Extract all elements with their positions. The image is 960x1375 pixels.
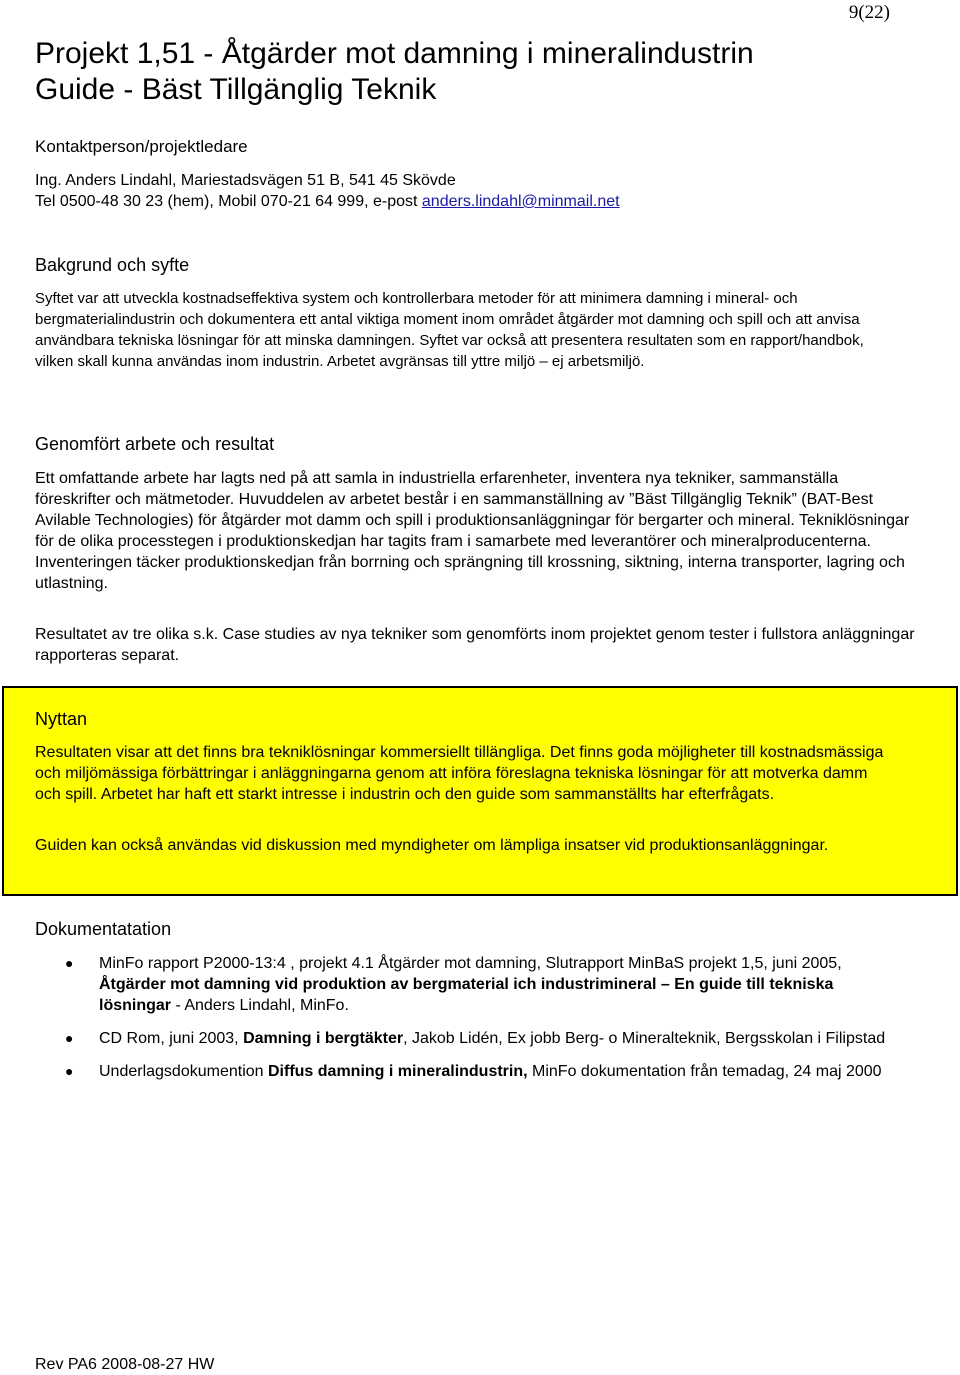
footer-revision: Rev PA6 2008-08-27 HW — [35, 1356, 215, 1373]
contact-heading: Kontaktperson/projektledare — [35, 137, 248, 156]
contact-phone-line — [35, 191, 620, 212]
bullet-icon: ● — [65, 955, 74, 971]
doc-item-text: Underlagsdokumention — [99, 1063, 268, 1080]
genomfort-paragraph-2: Resultatet av tre olika s.k. Case studies av nya tekniker som genomförts inom projektet genom tester i fullstora anläggningar rapporteras separat. — [35, 626, 915, 664]
doc-item-author: - Anders Lindahl, MinFo. — [171, 997, 349, 1014]
title-line-2: Guide - Bäst Tillgänglig Teknik — [35, 73, 437, 106]
nyttan-paragraph-1: Resultaten visar att det finns bra tekniklösningar kommersiellt tillängliga. Det finns goda möjligheter till kostnadsmässiga och miljömässiga förbättringar i anläggningarna genom att införa föreslagna tekniska lösningar för att motverka damm och spill. Arbetet har haft ett starkt intresse i industrin och den guide som sammanställts har efterfrågats. — [35, 744, 884, 803]
doc-item-author: , Jakob Lidén, Ex jobb Berg- o Mineralteknik, Bergsskolan i Filipstad — [403, 1030, 886, 1047]
list-item — [35, 953, 905, 1016]
doc-item-title: Damning i bergtäkter — [243, 1030, 404, 1047]
section-heading-dokumentation: Dokumentatation — [35, 919, 172, 939]
contact-phone: Tel 0500-48 30 23 (hem), Mobil 070-21 64 999, e-post — [35, 193, 422, 210]
bullet-icon: ● — [65, 1063, 74, 1079]
bullet-icon: ● — [65, 1030, 74, 1046]
section-heading-nyttan: Nyttan — [35, 709, 88, 729]
nyttan-highlight-box — [2, 686, 958, 896]
title-line-1: Projekt 1,51 - Åtgärder mot damning i mineralindustrin — [35, 37, 754, 70]
doc-item-title: Åtgärder mot damning vid produktion av bergmaterial ich industrimineral – En guide till tekniska lösningar — [99, 976, 834, 1014]
page-number: 9(22) — [848, 2, 890, 23]
doc-item-author: MinFo dokumentation från temadag, 24 maj 2000 — [527, 1063, 882, 1080]
genomfort-paragraph-1: Ett omfattande arbete har lagts ned på att samla in industriella erfarenheter, inventera nya tekniker, sammanställa föreskrifter och mätmetoder. Huvuddelen av arbetet består i en sammanställning av ”Bäst Tillgänglig Teknik” (BAT-Best Avilable Technologies) för åtgärder mot damm och spill i produktionsanläggningar för bergarter och mineral. Tekniklösningar för de olika processtegen i produktionskedjan har tagits fram i samarbete med leverantörer och mineralproducenterna. Inventeringen täcker produktionskedjan från borrning och sprängning till krossning, siktning, interna transporter, lagring och utlastning. — [35, 470, 910, 592]
contact-info — [35, 170, 620, 212]
section-heading-bakgrund: Bakgrund och syfte — [35, 255, 190, 275]
doc-item-title: Diffus damning i mineralindustrin, — [268, 1063, 528, 1080]
email-text: anders.lindahl@minmail.net — [421, 193, 620, 210]
list-item — [35, 1028, 905, 1049]
nyttan-paragraph-2: Guiden kan också användas vid diskussion med myndigheter om lämpliga insatser vid produktionsanläggningar. — [35, 837, 829, 854]
list-item — [35, 1061, 905, 1082]
doc-item-text: MinFo rapport P2000-13:4 , projekt 4.1 Åtgärder mot damning, Slutrapport MinBaS projekt 1,5, juni 2005, — [99, 955, 842, 972]
email-link[interactable] — [422, 193, 620, 210]
section-heading-genomfort: Genomfört arbete och resultat — [35, 434, 275, 454]
bakgrund-paragraph: Syftet var att utveckla kostnadseffektiva system och kontrollerbara metoder för att minimera damning i mineral- och bergmaterialindustrin och dokumentera ett antal viktiga moment inom området åtgärder mot damning och spill och att anvisa användbara tekniska lösningar för att minska damningen. Syftet var också att presentera resultaten som en rapport/handbok, vilken skall kunna användas inom industrin. Arbetet avgränsas till yttre miljö – ej arbetsmiljö. — [35, 290, 864, 370]
contact-address: Ing. Anders Lindahl, Mariestadsvägen 51 B, 541 45 Skövde — [35, 172, 456, 189]
documentation-list — [35, 953, 905, 1094]
doc-item-text: CD Rom, juni 2003, — [99, 1030, 244, 1047]
document-title — [35, 36, 754, 108]
